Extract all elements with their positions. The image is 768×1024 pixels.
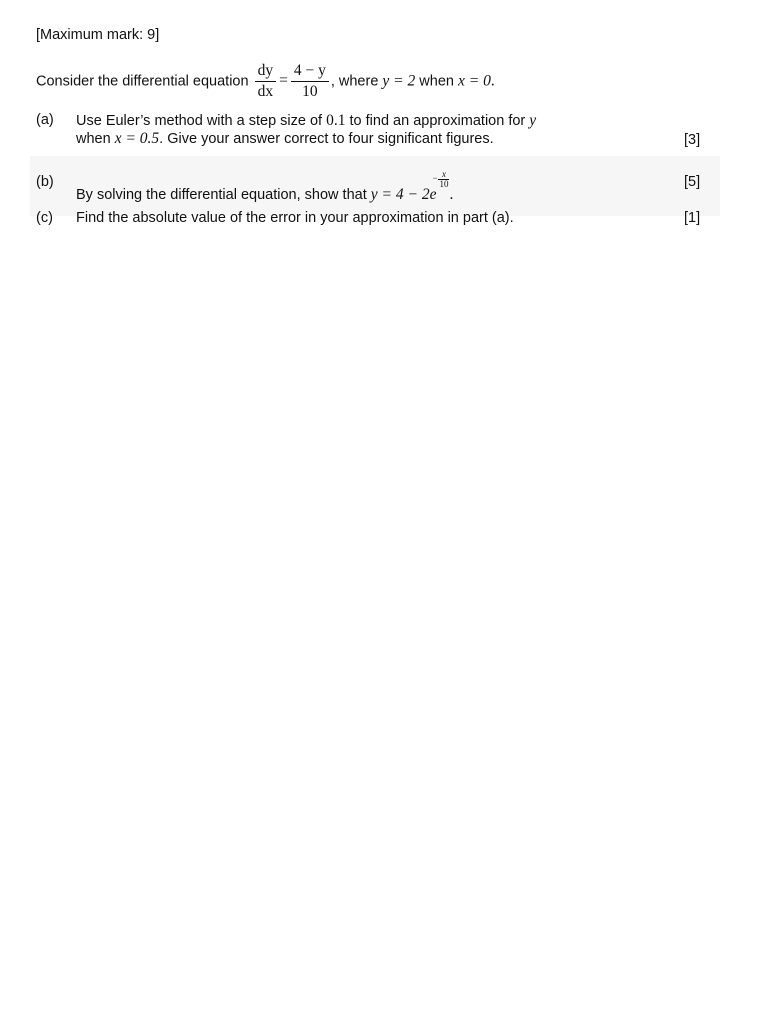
condition-x: x = 0: [458, 72, 491, 90]
max-mark: [Maximum mark: 9]: [36, 27, 160, 43]
part-b-text: By solving the differential equation, show that y = 4 − 2e − x 10 .: [76, 169, 454, 203]
solution-expression: y = 4 − 2e: [370, 186, 437, 203]
where-text: , where: [330, 73, 379, 90]
part-a-marks: [3]: [684, 132, 701, 148]
derivative-numerator: dy: [255, 62, 277, 82]
step-size: 0.1: [326, 112, 346, 129]
intro-line: [36, 62, 495, 101]
part-c-marks: [1]: [684, 210, 701, 226]
condition-y: y = 2: [382, 72, 416, 90]
rhs-denominator: 10: [302, 82, 318, 100]
rhs-numerator: 4 − y: [291, 62, 329, 82]
variable-y: y: [529, 112, 537, 129]
rhs-fraction: [291, 62, 329, 101]
part-a-label: (a): [36, 112, 54, 128]
part-b-marks: [5]: [684, 174, 701, 190]
equals-sign: =: [279, 72, 288, 90]
when-text: when: [419, 73, 454, 90]
x-value: x = 0.5: [114, 130, 160, 147]
derivative-denominator: dx: [257, 82, 274, 100]
part-a-line1: Use Euler’s method with a step size of 0.1 to find an approximation for y: [76, 112, 537, 129]
part-c-text: Find the absolute value of the error in your approximation in part (a).: [76, 210, 514, 226]
part-a-line2: when x = 0.5. Give your answer correct to four significant figures.: [76, 130, 494, 147]
part-b-label: (b): [36, 174, 54, 190]
part-c-label: (c): [36, 210, 53, 226]
exponent-fraction: − x 10: [432, 169, 449, 189]
intro-prefix: Consider the differential equation: [36, 73, 249, 90]
derivative-fraction: [255, 62, 277, 101]
intro-period: .: [490, 72, 495, 90]
